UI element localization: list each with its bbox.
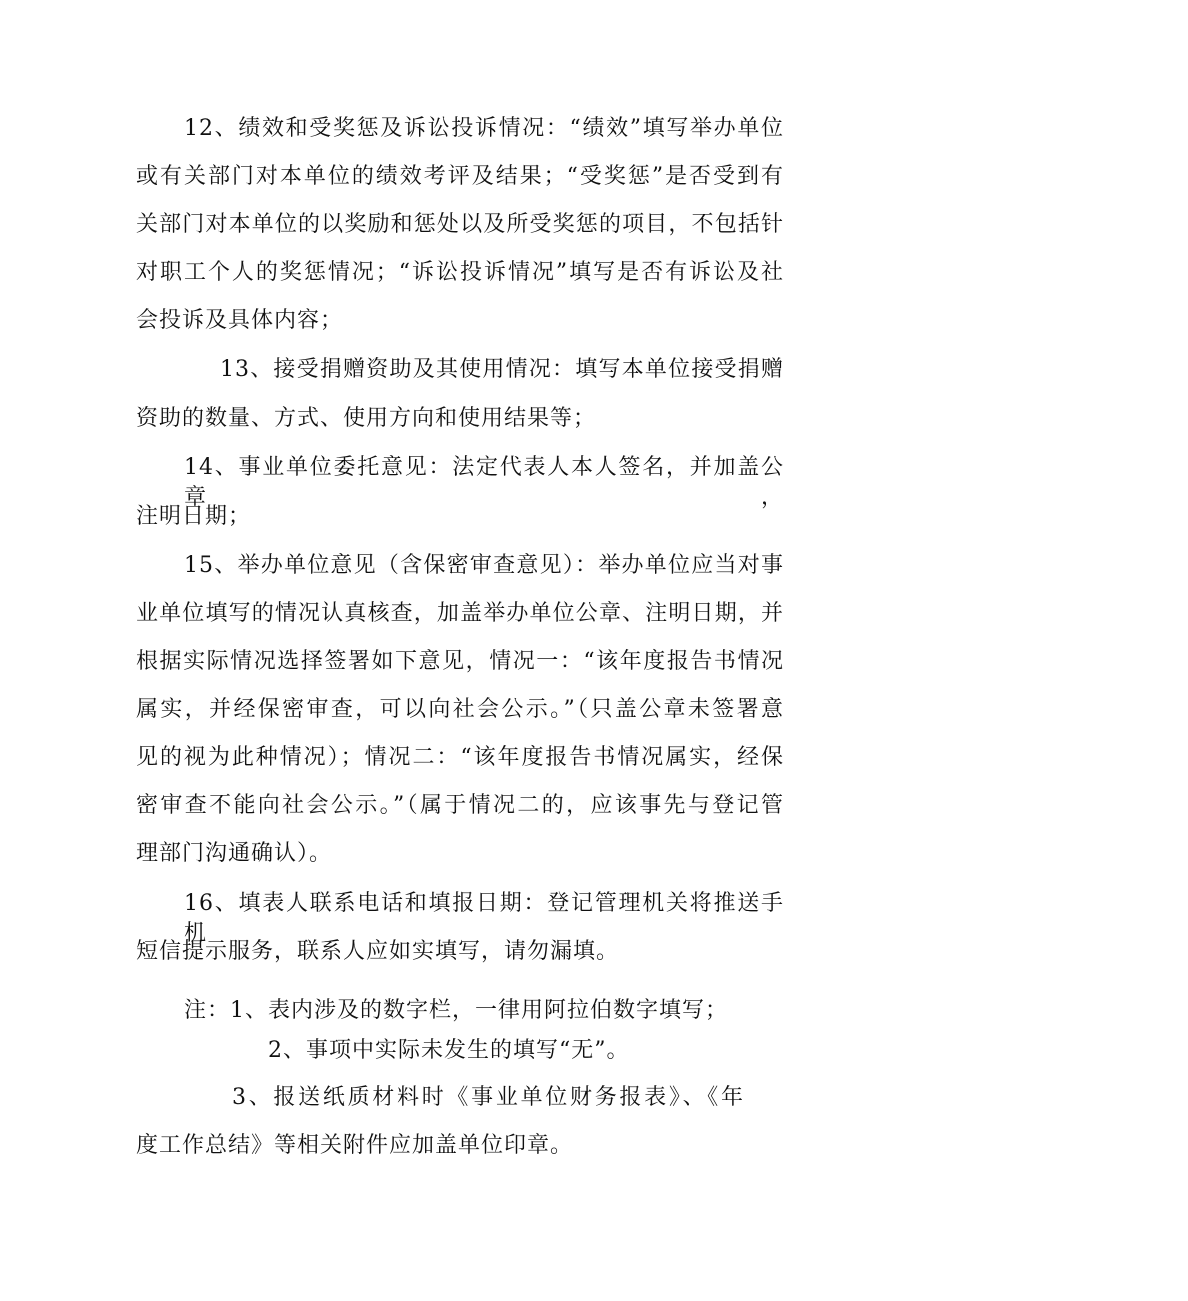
paragraph-15-line-1: 15、举办单位意见（含保密审查意见）：举办单位应当对事 bbox=[184, 553, 784, 578]
paragraph-14-line-1: 14、事业单位委托意见：法定代表人本人签名，并加盖公章， bbox=[184, 455, 784, 510]
paragraph-15-line-6: 密审查不能向社会公示。”（属于情况二的，应该事先与登记管 bbox=[136, 793, 784, 818]
paragraph-15-line-5: 见的视为此种情况）；情况二：“该年度报告书情况属实，经保 bbox=[136, 745, 784, 770]
paragraph-16-line-2: 短信提示服务，联系人应如实填写，请勿漏填。 bbox=[136, 939, 620, 964]
paragraph-13-line-2: 资助的数量、方式、使用方向和使用结果等； bbox=[136, 406, 597, 431]
paragraph-12-line-2: 或有关部门对本单位的绩效考评及结果；“受奖惩”是否受到有 bbox=[136, 164, 784, 189]
paragraph-15-line-4: 属实，并经保密审查，可以向社会公示。”（只盖公章未签署意 bbox=[136, 697, 784, 722]
note-line-2: 2、事项中实际未发生的填写“无”。 bbox=[268, 1038, 630, 1063]
note-line-3: 3、报送纸质材料时《事业单位财务报表》、《年 bbox=[232, 1085, 744, 1110]
paragraph-12-line-4: 对职工个人的奖惩情况；“诉讼投诉情况”填写是否有诉讼及社 bbox=[136, 260, 784, 285]
paragraph-15-line-2: 业单位填写的情况认真核查，加盖举办单位公章、注明日期，并 bbox=[136, 601, 784, 626]
paragraph-12-line-3: 关部门对本单位的以奖励和惩处以及所受奖惩的项目，不包括针 bbox=[136, 212, 784, 237]
note-line-4: 度工作总结》等相关附件应加盖单位印章。 bbox=[136, 1133, 574, 1158]
paragraph-15-line-3: 根据实际情况选择签署如下意见，情况一：“该年度报告书情况 bbox=[136, 649, 784, 674]
paragraph-14-line-2: 注明日期； bbox=[136, 504, 252, 529]
paragraph-12-line-5: 会投诉及具体内容； bbox=[136, 308, 344, 333]
note-line-1: 注：1、表内涉及的数字栏，一律用阿拉伯数字填写； bbox=[184, 998, 728, 1023]
paragraph-16-line-1: 16、填表人联系电话和填报日期：登记管理机关将推送手机 bbox=[184, 891, 784, 946]
paragraph-12-line-1: 12、绩效和受奖惩及诉讼投诉情况：“绩效”填写举办单位 bbox=[184, 116, 784, 141]
paragraph-13-line-1: 13、接受捐赠资助及其使用情况：填写本单位接受捐赠 bbox=[220, 357, 784, 382]
paragraph-15-line-7: 理部门沟通确认）。 bbox=[136, 841, 333, 866]
